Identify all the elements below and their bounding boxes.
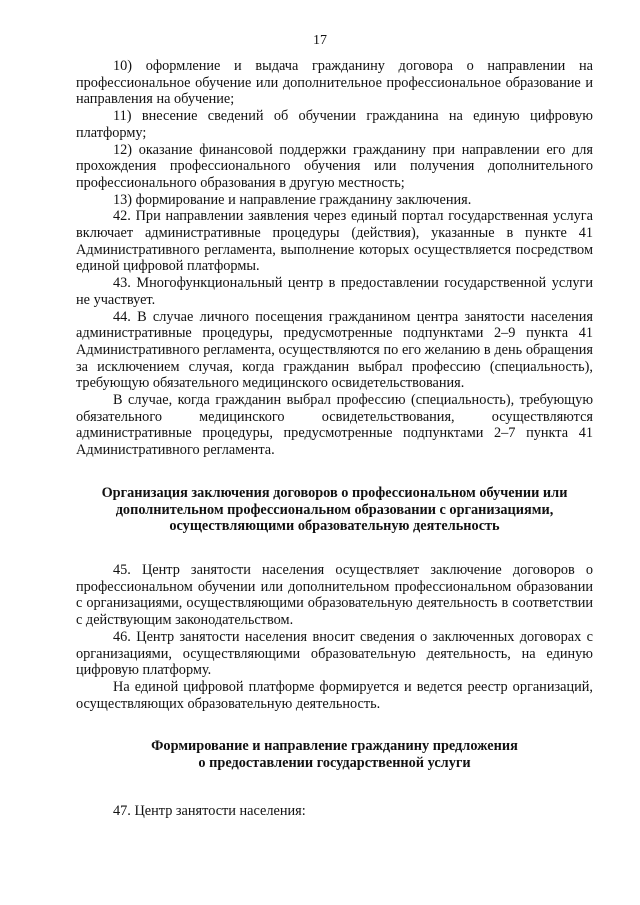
section-heading-contracts bbox=[76, 485, 593, 535]
paragraph-item-12: 12) оказание финансовой поддержки гражданину при направлении его для прохождения профессионального обучения или получения дополнительного профессионального образования в другую местность; bbox=[76, 141, 593, 191]
heading-line: осуществляющими образовательную деятельность bbox=[169, 518, 500, 535]
heading-line: Организация заключения договоров о профессиональном обучении или bbox=[101, 484, 568, 501]
paragraph-43: 43. Многофункциональный центр в предоставлении государственной услуги не участвует. bbox=[76, 275, 593, 308]
paragraph-44: 44. В случае личного посещения гражданином центра занятости населения административные процедуры, предусмотренные подпунктами 2–9 пункта 41 Административного регламента, осуществляются по его желанию в день обращения за исключением случая, когда гражданин выбрал профессию (специальность), требующую обязательного медицинского освидетельствования. bbox=[76, 308, 593, 392]
paragraph-item-10: 10) оформление и выдача гражданину договора о направлении на профессиональное обучение или дополнительное профессиональное образование и направления на обучение; bbox=[76, 58, 593, 108]
document-body bbox=[76, 58, 593, 819]
paragraph-46-continuation: На единой цифровой платформе формируется и ведется реестр организаций, осуществляющих образовательную деятельность. bbox=[76, 678, 593, 712]
paragraph-44-continuation: В случае, когда гражданин выбрал профессию (специальность), требующую обязательного медицинского освидетельствования, осуществляются административные процедуры, предусмотренные подпунктами 2–7 пункта 41 Административного регламента. bbox=[76, 392, 593, 459]
page-number: 17 bbox=[313, 33, 327, 48]
paragraph-42: 42. При направлении заявления через единый портал государственная услуга включает административные процедуры (действия), указанные в пункте 41 Административного регламента, выполнение которых осуществляется посредством единой цифровой платформы. bbox=[76, 208, 593, 275]
section-heading-offer bbox=[76, 738, 593, 771]
paragraph-45: 45. Центр занятости населения осуществляет заключение договоров о профессиональном обучении или дополнительном профессиональном образовании с организациями, осуществляющими образовательную деятельность в соответствии с действующим законодательством. bbox=[76, 561, 593, 629]
paragraph-47: 47. Центр занятости населения: bbox=[113, 802, 306, 819]
heading-line: дополнительном профессиональном образовании с организациями, bbox=[115, 501, 554, 518]
heading-line: о предоставлении государственной услуги bbox=[198, 755, 471, 772]
paragraph-item-11: 11) внесение сведений об обучении гражданина на единую цифровую платформу; bbox=[76, 108, 593, 141]
paragraph-item-13: 13) формирование и направление гражданину заключения. bbox=[113, 191, 472, 208]
heading-line: Формирование и направление гражданину предложения bbox=[151, 738, 518, 755]
paragraph-46: 46. Центр занятости населения вносит сведения о заключенных договорах с организациями, осуществляющими образовательную деятельность, на единую цифровую платформу. bbox=[76, 628, 593, 679]
